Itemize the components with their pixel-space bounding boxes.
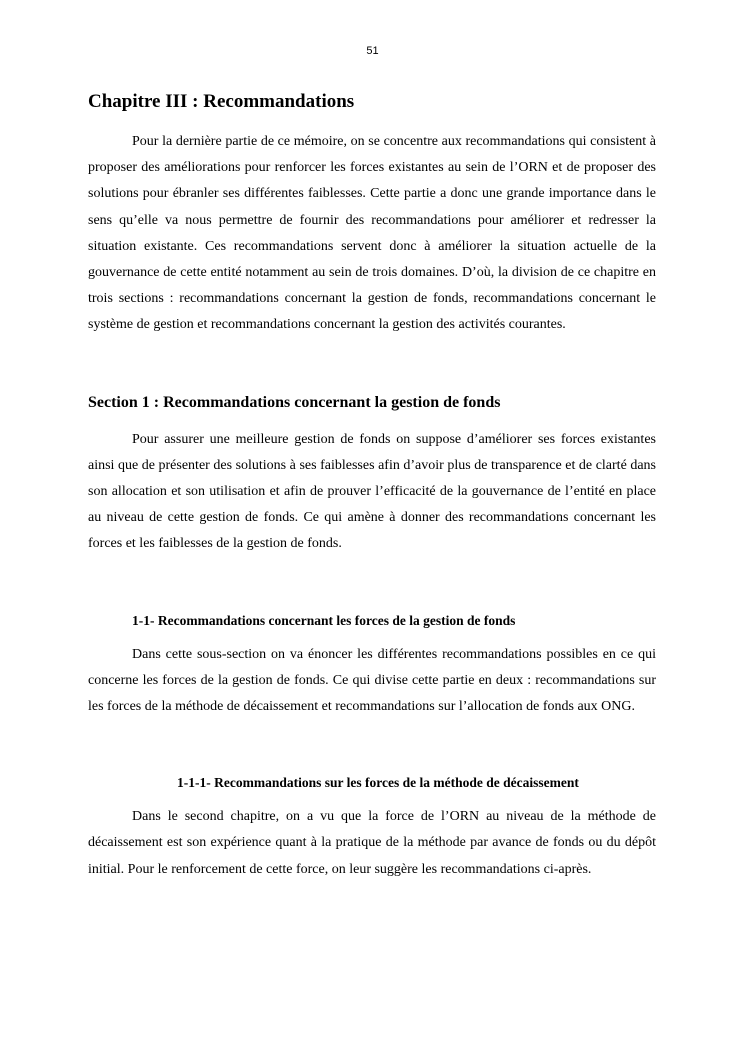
subsection-1-1-1-paragraph: Dans le second chapitre, on a vu que la force de l’ORN au niveau de la méthode de décaissement est son expérience quant à la pratique de la méthode par avance de fonds ou du dépôt initial. Pour le renforcement de cette force, on leur suggère les recommandations ci-après.	[88, 809, 656, 877]
chapter-intro-paragraph: Pour la dernière partie de ce mémoire, on se concentre aux recommandations qui consistent à proposer des améliorations pour renforcer les forces existantes au sein de l’ORN et de proposer des solutions pour ébranler ses différentes faiblesses. Cette partie a donc une grande importance dans le sens qu’elle va nous permettre de fournir des recommandations pour améliorer et redresser la situation existante. Ces recommandations servent donc à améliorer la situation actuelle de la gouvernance de cette entité notamment au sein de trois domaines. D’où, la division de ce chapitre en trois sections : recommandations concernant la gestion de fonds, recommandations concernant le système de gestion et recommandations concernant la gestion des activités courantes.	[88, 134, 656, 333]
section-1-title: Section 1 : Recommandations concernant la gestion de fonds	[88, 393, 501, 411]
subsection-1-1-1-title: 1-1-1- Recommandations sur les forces de la méthode de décaissement	[177, 775, 579, 791]
page-number: 51	[366, 45, 379, 57]
chapter-title: Chapitre III : Recommandations	[88, 91, 355, 112]
page-content	[88, 87, 656, 883]
subsection-1-1-paragraph: Dans cette sous-section on va énoncer les différentes recommandations possibles en ce qui concerne les forces de la gestion de fonds. Ce qui divise cette partie en deux : recommandations sur les forces de la méthode de décaissement et recommandations sur l’allocation de fonds aux ONG.	[88, 646, 656, 715]
section-1-paragraph: Pour assurer une meilleure gestion de fonds on suppose d’améliorer ses forces existantes ainsi que de présenter des solutions à ses faiblesses afin d’avoir plus de transparence et de clarté dans son allocation et son utilisation et afin de prouver l’efficacité de la gouvernance de l’entité en place au niveau de cette gestion de fonds. Ce qui amène à donner des recommandations concernant les forces et les faiblesses de la gestion de fonds.	[88, 431, 656, 552]
subsection-1-1-title: 1-1- Recommandations concernant les forces de la gestion de fonds	[132, 612, 516, 628]
